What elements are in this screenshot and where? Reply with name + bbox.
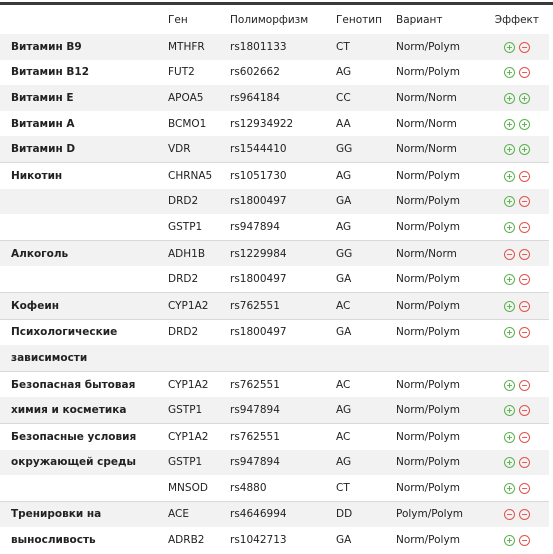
genotype-cell: AA [336,117,351,130]
table-row [0,162,549,188]
trait-name [0,475,168,501]
trait-name: Алкоголь [0,240,168,266]
plus-circle-icon: + [504,432,515,443]
effect-cell [476,319,549,345]
trait-name: зависимости [0,345,168,371]
plus-circle-icon: + [504,42,515,53]
genotype-cell: AG [336,450,396,476]
plus-circle-icon: + [504,301,515,312]
table-row [0,85,549,111]
gene-cell: APOA5 [168,85,230,111]
plus-circle-icon: + [504,222,515,233]
variant-cell: Norm/Polym [396,319,476,345]
polymorphism-cell: rs947894 [230,397,336,423]
table-row [0,266,549,292]
header-genotype: Генотип [336,13,382,26]
gene-cell: ADRB2 [168,534,205,547]
table-row [0,450,549,476]
variant-cell: Norm/Polym [396,34,476,60]
gene-cell: CHRNA5 [168,162,230,188]
table-row [0,60,549,86]
table-row [0,319,549,345]
minus-circle-icon: − [519,222,530,233]
header-gene: Ген [168,13,188,26]
variant-cell: Norm/Norm [396,136,476,162]
polymorphism-cell: rs602662 [230,66,280,79]
polymorphism-cell: rs1801133 [230,34,336,60]
gene-cell [168,345,230,371]
header-variant: Вариант [396,13,443,26]
table-row [0,345,549,371]
effect-cell [476,189,549,215]
minus-circle-icon: − [504,249,515,260]
polymorphism-cell [230,345,336,371]
variant-cell: Norm/Norm [396,85,476,111]
trait-name: Психологические [0,319,168,345]
effect-cell [476,136,549,162]
effect-cell [476,266,549,292]
table-row [0,214,549,240]
genotype-cell: AG [336,220,352,233]
table-row [0,189,549,215]
genotype-cell: DD [336,501,396,527]
plus-circle-icon: + [504,171,515,182]
effect-cell [476,527,549,553]
trait-name: Витамин D [0,136,168,162]
variant-cell: Norm/Polym [396,220,460,233]
polymorphism-cell: rs4646994 [230,501,336,527]
plus-circle-icon: + [504,535,515,546]
gene-cell: VDR [168,136,230,162]
trait-name: Кофеин [0,292,168,319]
trait-name: выносливость [11,534,96,547]
minus-circle-icon: − [519,380,530,391]
variant-cell: Norm/Norm [396,117,457,130]
polymorphism-cell: rs1042713 [230,534,287,547]
genotype-cell: AG [336,397,396,423]
gene-cell: DRD2 [168,189,230,215]
polymorphism-cell: rs762551 [230,292,336,319]
genotype-cell: AC [336,371,396,397]
trait-name: Безопасная бытовая [0,371,168,397]
variant-cell: Norm/Polym [396,450,476,476]
gene-cell: DRD2 [168,273,199,286]
polymorphism-cell: rs4880 [230,481,267,494]
table-row [0,397,549,423]
minus-circle-icon: − [519,457,530,468]
effect-cell [476,60,549,86]
gene-cell: CYP1A2 [168,292,230,319]
minus-circle-icon: − [519,171,530,182]
polymorphism-cell: rs947894 [230,450,336,476]
table-row [0,111,549,137]
effect-cell [476,214,549,240]
plus-circle-icon: + [519,93,530,104]
genotype-cell [336,345,396,371]
header-polymorphism: Полиморфизм [230,13,309,26]
genotype-cell: GA [336,189,396,215]
table-row [0,34,549,60]
trait-name: Витамин E [0,85,168,111]
gene-cell: DRD2 [168,319,230,345]
genotype-cell: AC [336,423,396,449]
gene-cell: GSTP1 [168,450,230,476]
polymorphism-cell: rs762551 [230,423,336,449]
table-row [0,527,549,553]
plus-circle-icon: + [519,119,530,130]
variant-cell: Norm/Norm [396,240,476,266]
minus-circle-icon: − [519,274,530,285]
gene-cell: CYP1A2 [168,371,230,397]
variant-cell: Polym/Polym [396,501,476,527]
polymorphism-cell: rs1051730 [230,162,336,188]
plus-circle-icon: + [504,483,515,494]
polymorphism-cell: rs1544410 [230,136,336,162]
table-row [0,371,549,397]
minus-circle-icon: − [519,196,530,207]
table-row [0,292,549,319]
table-row [0,475,549,501]
minus-circle-icon: − [519,249,530,260]
plus-circle-icon: + [504,67,515,78]
plus-circle-icon: + [519,144,530,155]
table-row [0,240,549,266]
variant-cell: Norm/Polym [396,481,460,494]
minus-circle-icon: − [519,405,530,416]
trait-name [0,266,168,292]
variant-cell: Norm/Polym [396,397,476,423]
plus-circle-icon: + [504,380,515,391]
gene-cell: MTHFR [168,34,230,60]
minus-circle-icon: − [519,42,530,53]
plus-circle-icon: + [504,405,515,416]
genotype-cell: CC [336,85,396,111]
minus-circle-icon: − [519,327,530,338]
plus-circle-icon: + [504,119,515,130]
effect-cell [476,240,549,266]
table-row [0,501,549,527]
effect-cell [476,111,549,137]
gene-cell: MNSOD [168,481,208,494]
minus-circle-icon: − [519,301,530,312]
plus-circle-icon: + [504,274,515,285]
genotype-cell: GA [336,534,352,547]
polymorphism-cell: rs1800497 [230,319,336,345]
trait-name: Витамин A [11,117,75,130]
effect-cell [476,475,549,501]
trait-name [0,189,168,215]
trait-name: окружающей среды [0,450,168,476]
minus-circle-icon: − [519,483,530,494]
effect-cell [476,450,549,476]
plus-circle-icon: + [504,196,515,207]
plus-circle-icon: + [504,144,515,155]
polymorphism-cell: rs1800497 [230,189,336,215]
variant-cell: Norm/Polym [396,423,476,449]
polymorphism-cell: rs947894 [230,220,280,233]
variant-cell: Norm/Polym [396,162,476,188]
genotype-cell: GA [336,319,396,345]
effect-cell [476,345,549,371]
polymorphism-cell: rs1229984 [230,240,336,266]
polymorphism-cell: rs762551 [230,371,336,397]
genotype-cell: AG [336,162,396,188]
effect-cell [476,397,549,423]
effect-cell [476,501,549,527]
effect-cell [476,292,549,319]
variant-cell: Norm/Polym [396,292,476,319]
gene-cell: BCMO1 [168,117,207,130]
effect-cell [476,162,549,188]
variant-cell: Norm/Polym [396,371,476,397]
header-name [0,5,168,34]
gene-cell: FUT2 [168,66,195,79]
gene-cell: CYP1A2 [168,423,230,449]
effect-cell [476,34,549,60]
gene-cell: ACE [168,501,230,527]
trait-name [0,214,168,240]
genotype-cell: CT [336,481,350,494]
genotype-cell: CT [336,34,396,60]
variant-cell: Norm/Polym [396,66,460,79]
minus-circle-icon: − [519,67,530,78]
gene-cell: GSTP1 [168,397,230,423]
effect-cell [476,85,549,111]
table-row [0,136,549,162]
genotype-cell: AG [336,66,352,79]
variant-cell: Norm/Polym [396,273,460,286]
minus-circle-icon: − [519,535,530,546]
polymorphism-cell: rs964184 [230,85,336,111]
genotype-cell: GG [336,240,396,266]
plus-circle-icon: + [504,457,515,468]
table-body [0,5,549,553]
trait-name: Витамин B12 [11,66,89,79]
trait-name: Витамин B9 [0,34,168,60]
variant-cell: Norm/Polym [396,189,476,215]
minus-circle-icon: − [519,432,530,443]
gene-cell: ADH1B [168,240,230,266]
trait-name: Никотин [0,162,168,188]
genotype-cell: AC [336,292,396,319]
minus-circle-icon: − [504,509,515,520]
effect-cell [476,423,549,449]
variant-cell [396,345,476,371]
table-row [0,423,549,449]
polymorphism-cell: rs1800497 [230,273,287,286]
gene-cell: GSTP1 [168,220,203,233]
plus-circle-icon: + [504,327,515,338]
header-effect: Эффект [494,13,539,26]
minus-circle-icon: − [519,509,530,520]
trait-name: Тренировки на [0,501,168,527]
trait-name: Безопасные условия [0,423,168,449]
trait-name: химия и косметика [0,397,168,423]
plus-circle-icon: + [504,93,515,104]
genotype-cell: GA [336,273,352,286]
polymorphism-cell: rs12934922 [230,117,294,130]
variant-cell: Norm/Polym [396,534,460,547]
effect-cell [476,371,549,397]
genotype-cell: GG [336,136,396,162]
header-row [0,5,549,34]
genetics-table [0,5,549,553]
